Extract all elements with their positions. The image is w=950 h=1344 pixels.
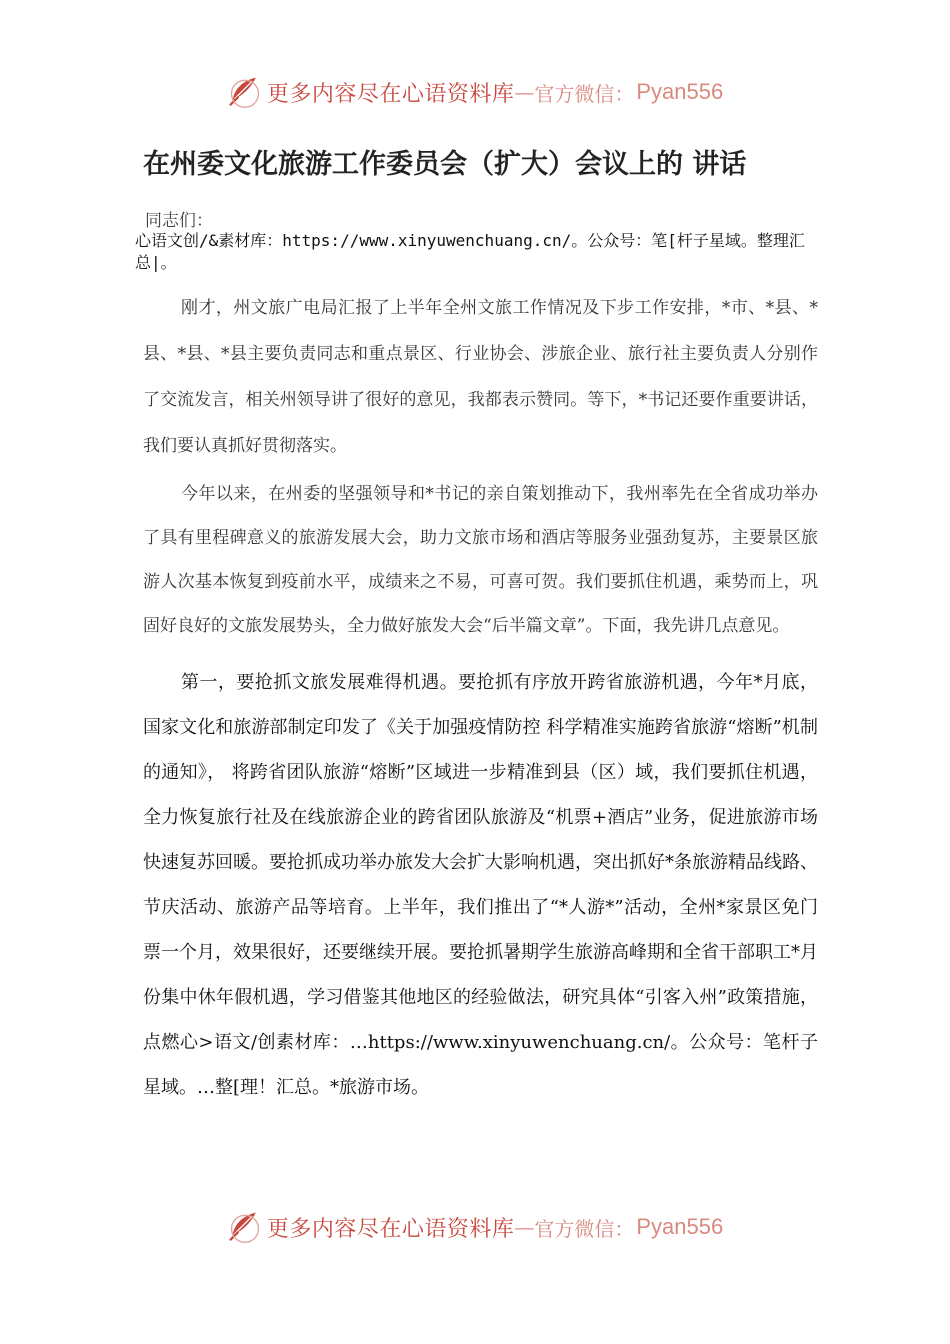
body-paragraph-1: 刚才，州文旅广电局汇报了上半年全州文旅工作情况及下步工作安排，*市、*县、*县、*县、*县主要负责同志和重点景区、行业协会、涉旅企业、旅行社主要负责人分别作了交流发言，相关州领导讲了很好的意见，我都表示赞同。等下，*书记还要作重要讲话，我们要认真抓好贯彻落实。 <box>143 298 818 456</box>
document-title: 在州委文化旅游工作委员会（扩大）会议上的 讲话 <box>143 149 747 180</box>
quill-pen-icon <box>227 74 263 110</box>
watermark-separator: — <box>514 1215 535 1239</box>
header-watermark-banner <box>0 70 950 114</box>
salutation: 同志们： <box>145 211 213 231</box>
watermark-group <box>227 1209 723 1245</box>
watermark-wechat-id: Pyan556 <box>636 1214 724 1239</box>
watermark-main-text: 更多内容尽在心语资料库 <box>266 1216 515 1242</box>
watermark-group <box>227 74 723 110</box>
footer-watermark-banner <box>0 1205 950 1249</box>
quill-pen-icon <box>227 1209 263 1245</box>
body-paragraph-3: 第一，要抢抓文旅发展难得机遇。要抢抓有序放开跨省旅游机遇，今年*月底，国家文化和旅游部制定印发了《关于加强疫情防控 科学精准实施跨省旅游“熔断”机制的通知》， 将跨省团队旅游“熔断”区域进一步精准到县（区）域，我们要抓住机遇，全力恢复旅行社及在线旅游企业的跨省团队旅游及“机票+酒店”业务，促进旅游市场快速复苏回暖。要抢抓成功举办旅发大会扩大影响机遇，突出抓好*条旅游精品线路、节庆活动、旅游产品等培育。上半年，我们推出了“*人游*”活动，全州*家景区免门票一个月，效果很好，还要继续开展。要抢抓暑期学生旅游高峰期和全省干部职工*月份集中休年假机遇，学习借鉴其他地区的经验做法，研究具体“引客入州”政策措施，点燃心>语文/创素材库：…https://www.xinyuwenchuang.cn/。公众号：笔杆子星域。…整[理！汇总。*旅游市场。 <box>143 672 819 1098</box>
watermark-wechat-id: Pyan556 <box>636 79 724 104</box>
watermark-wechat-label: 官方微信： <box>534 1216 635 1241</box>
body-paragraph-2: 今年以来，在州委的坚强领导和*书记的亲自策划推动下，我州率先在全省成功举办了具有里程碑意义的旅游发展大会，助力文旅市场和酒店等服务业强劲复苏，主要景区旅游人次基本恢复到疫前水平，成绩来之不易，可喜可贺。我们要抓住机遇，乘势而上，巩固好良好的文旅发展势头，全力做好旅发大会“后半篇文章”。下面，我先讲几点意见。 <box>143 484 818 636</box>
watermark-main-text: 更多内容尽在心语资料库 <box>266 81 515 107</box>
watermark-separator: — <box>514 80 535 104</box>
watermark-wechat-label: 官方微信： <box>534 81 635 106</box>
source-note: 心语文创/&素材库：https://www.xinyuwenchuang.cn/。公众号：笔[杆子星域。整理汇总|。 <box>135 231 805 272</box>
